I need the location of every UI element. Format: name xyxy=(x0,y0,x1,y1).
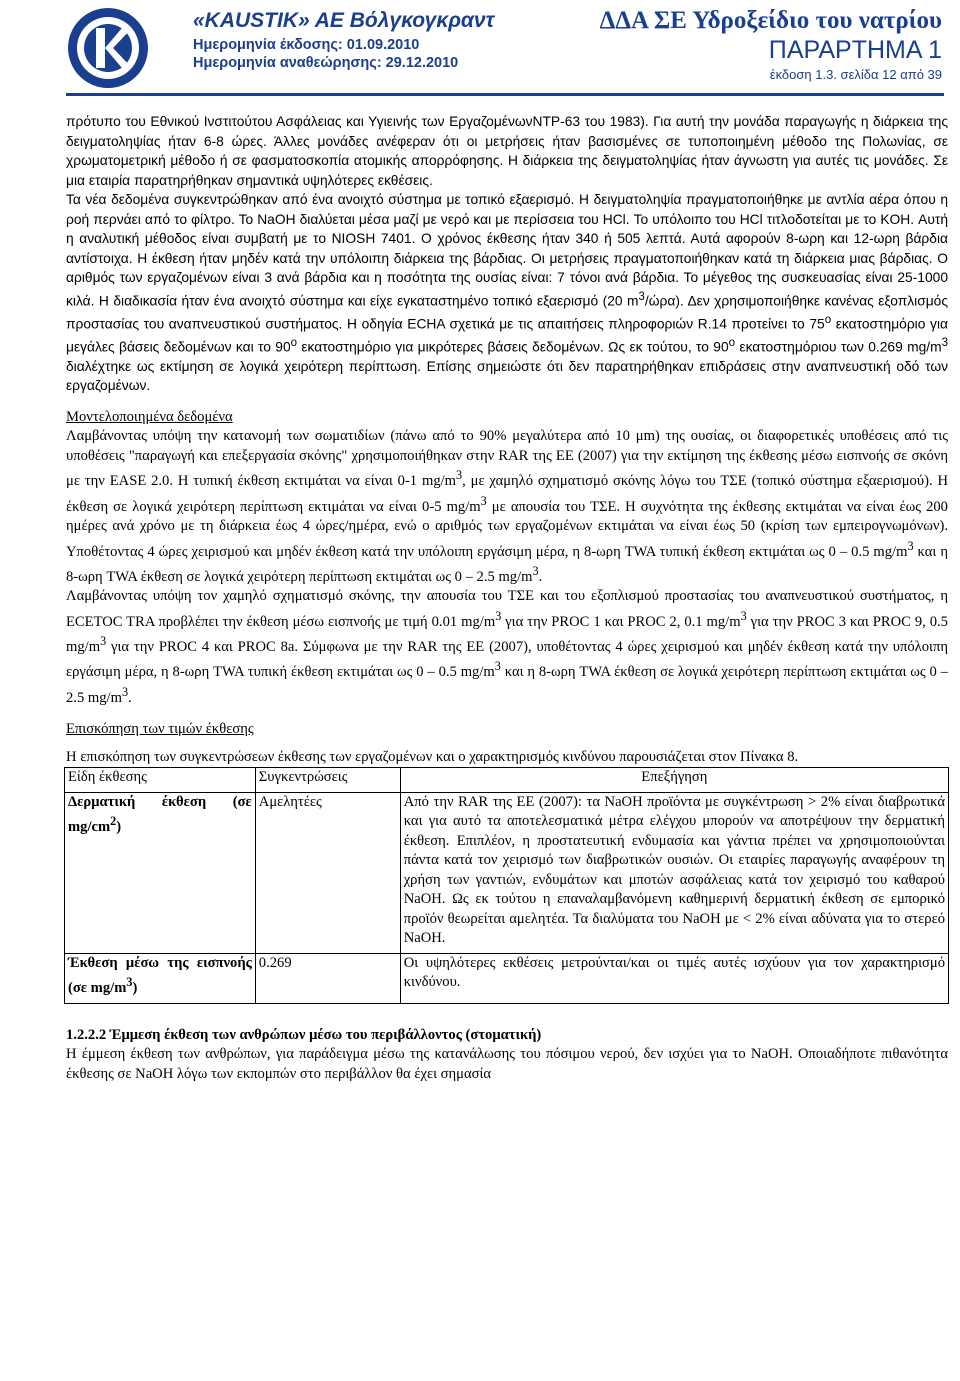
company-logo-icon xyxy=(66,6,150,90)
table-header-concentrations: Συγκεντρώσεις xyxy=(255,768,400,793)
table-row xyxy=(65,792,949,953)
table-header-row xyxy=(65,768,949,793)
page-header xyxy=(0,0,960,92)
header-divider xyxy=(66,93,944,96)
annex-label: ΠΑΡΑΡΤΗΜΑ 1 xyxy=(768,36,942,64)
table-cell-dermal-type: Δερματική έκθεση (σε $mg/cm^2$) xyxy=(65,792,256,953)
header-company-block xyxy=(193,6,533,72)
paragraph-modeled-ease: Λαμβάνοντας υπόψη την κατανομή των σωματιδίων (πάνω από το 90% μεγαλύτερα από 10 μm) της ουσίας, οι διαφορετικές υποθέσεις από τις υποθέσεις "παραγωγή και επεξεργασία σκόνης" χρησιμοποιήθηκαν στην RAR της ΕΕ (2007) για την εκτίμηση της έκθεσης μέσω εισπνοής σε σκόνη με την EASE 2.0. Η τυπική έκθεση εκτιμάται να είναι 0-1 $mg/m^3$, με χαμηλό σχηματισμό σκόνης λόγω του ΤΣΕ (τοπικό σύστημα εξαερισμού). Η έκθεση σε λογικά χειρότερη περίπτωση εκτιμάται να είναι 0-5 $mg/m^3$ με απουσία του ΤΣΕ. Η συχνότητα της έκθεσης εκτιμάται να είναι έως 200 ημέρες ανά χρόνο με τη διάρκεια έως 4 ώρες/ημέρα, ενώ ο αριθμός των εργαζομένων εκτιμάται να είναι έως 50 (κρίση των εμπειρογνωμόνων). Υποθέτοντας 4 ώρες χειρισμού και μηδέν έκθεση κατά την υπόλοιπη εργάσιμη μέρα, η 8-ωρη TWA τυπική έκθεση εκτιμάται ως 0 – 0.5 $mg/m^3$ και η 8-ωρη TWA έκθεση σε λογικά χειρότερη περίπτωση εκτιμάται ως 0 – 2.5 $mg/m^3$. xyxy=(66,428,948,585)
table-cell-dermal-concentration: Αμελητέες xyxy=(255,792,400,953)
paragraph-measurements-history: πρότυπο του Εθνικού Ινστιτούτου Ασφάλειας και Υγιεινής των ΕργαζομένωνNTP-63 του 1983). Για αυτή την μονάδα παραγωγής η διάρκεια της δειγματοληψίας ήταν 6-8 ώρες. Άλλες μονάδες ανέφεραν ότι οι μετρήσεις ήταν βασισμένες σε τυποποιημένη μέθοδο της Πολωνίας, σε χρωματομετρική μέθοδο ή σε φασματοσκοπία ατομικής απορρόφησης. Η διάρκεια της δειγματοληψίας ήταν άγνωστη για αυτές τις μονάδες. Σε μια εταιρία παρατηρήθηκαν σημαντικά υψηλότερες εκθέσεις. xyxy=(66,114,948,188)
paragraph-exposure-overview: Η επισκόπηση των συγκεντρώσεων έκθεσης των εργαζομένων και ο χαρακτηρισμός κινδύνου παρουσιάζεται στον Πίνακα 8. xyxy=(66,748,799,765)
table-row xyxy=(65,953,949,1003)
company-name: «KAUSTIK» AE Βόλγκογκραντ xyxy=(193,9,495,32)
header-document-block xyxy=(522,6,942,86)
document-title: ΔΔΑ ΣΕ Υδροξείδιο του νατρίου xyxy=(599,7,942,34)
paragraph-modeled-ecetoc: Λαμβάνοντας υπόψη τον χαμηλό σχηματισμό σκόνης, την απουσία του ΤΣΕ και του εξοπλισμού προστασίας του αναπνευστικού συστήματος, η ECETOC TRA προβλέπει την έκθεση μέσω εισπνοής με τιμή 0.01 $mg/m^3$ για την PROC 1 και PROC 2, 0.1 $mg/m^3$ για την PROC 3 και PROC 9, 0.5 $mg/m^3$ για την PROC 4 και PROC 8a. Σύμφωνα με την RAR της ΕΕ (2007), υποθέτοντας 4 ώρες χειρισμού και μηδέν έκθεση κατά την υπόλοιπη εργάσιμη μέρα, η 8-ωρη TWA τυπική έκθεση εκτιμάται ως 0 – 0.5 $mg/m^3$ και η 8-ωρη TWA έκθεση σε λογικά χειρότερη περίπτωση εκτιμάται ως 0 – 2.5 $mg/m^3$. xyxy=(66,588,948,706)
table-header-exposure-type: Είδη έκθεσης xyxy=(65,768,256,793)
paragraph-indirect-exposure: Η έμμεση έκθεση των ανθρώπων, για παράδειγμα μέσω της κατανάλωσης του πόσιμου νερού, δεν ισχύει για το NaOH. Οποιαδήποτε πιθανότητα έκθεσης σε NaOH λόγω των εκπομπών στο περιβάλλον θα έχει σημασία xyxy=(66,1046,948,1082)
edition-page-number: έκδοση 1.3. σελίδα 12 από 39 xyxy=(769,67,942,82)
table-header-explanation: Επεξήγηση xyxy=(400,768,948,793)
issue-date: Ημερομηνία έκδοσης: 01.09.2010 xyxy=(193,37,420,53)
heading-modeled-data: Μοντελοποιημένα δεδομένα xyxy=(66,408,233,425)
table-cell-dermal-explanation: Από την RAR της ΕΕ (2007): τα NaOH προϊόντα με συγκέντρωση > 2% είναι διαβρωτικά και για αυτό τα αποτελεσματικά μέτρα ελέγχου μπορούν να αποτρέψουν την δερματική έκθεση. Επιπλέον, η προστατευτική ενδυμασία και γάντια πρέπει να χρησιμοποιούνται πάντα κατά τον χειρισμό των διαβρωτικών ουσιών. Οι εταιρίες παραγωγής αναφέρουν τη χρήση των γαντιών, ενδυμάτων και μποτών ασφάλειας κατά τον χειρισμό του καθαρού NaOH. Ως εκ τούτου η επαναλαμβανόμενη καθημερινή δερματική έκθεση σε εμπορικό προϊόν θεωρείται αμελητέα. Τα διαλύματα του NaOH με < 2% είναι αδύνατα για το στερεό NaOH. xyxy=(400,792,948,953)
exposure-table xyxy=(64,767,949,1003)
paragraph-new-data: Τα νέα δεδομένα συγκεντρώθηκαν από ένα ανοιχτό σύστημα με τοπικό εξαερισμό. Η δειγματοληψία πραγματοποιήθηκε με αντλία αέρα όπου η ροή περνάει από το φίλτρο. Το NaOH διαλύεται μέσα μαζί με νερό και με περίσσεια του HCl. Το υπόλοιπο του HCl τιτλοδοτείται με το KOH. Αυτή η αναλυτική μέθοδος είναι συμβατή με το NIOSH 7401. Ο χρόνος έκθεσης ήταν 340 ή 505 λεπτά. Αυτά αφορούν 8-ωρη και 12-ωρη βάρδια αντίστοιχα. Η έκθεση ήταν μηδέν κατά την υπόλοιπη διάρκεια της βάρδιας. Οι μετρήσεις πραγματοποιήθηκαν κατά τη διάρκεια μιας βάρδιας. Ο αριθμός των εργαζομένων είναι 3 ανά βάρδια και η ποσότητα της ουσίας είναι: 7 τόνοι ανά βάρδια. Το μέγεθος της συσκευασίας είναι 25-1000 κιλά. Η διαδικασία ήταν ένα ανοιχτό σύστημα και είχε εγκαταστημένο τοπικό εξαερισμό (20 $m^3/ώ\rho\alpha$). Δεν χρησιμοποιήθηκε κανένας εξοπλισμός προστασίας του αναπνευστικού συστήματος. Η οδηγία ECHA σχετικά με τις απαιτήσεις πληροφοριών R.14 προτείνει το $75^o$ εκατοστημόριο για μεγάλες βάσεις δεδομένων και το $90^o$ εκατοστημόριο για μικρότερες βάσεις δεδομένων. Ως εκ τούτου, το $90^o$ εκατοστημόριου των 0.269 $mg/m^3$ διαλέχτηκε ως εκτίμηση σε λογικά χειρότερη περίπτωση. Επίσης σημειώστε ότι δεν παρατηρήθηκαν επιδράσεις στην αναπνευστική οδό των εργαζομένων. xyxy=(66,192,948,394)
heading-exposure-overview: Επισκόπηση των τιμών έκθεσης xyxy=(66,721,254,738)
section-heading-indirect-exposure: 1.2.2.2 Έμμεση έκθεση των ανθρώπων μέσω του περιβάλλοντος (στοματική) xyxy=(66,1026,542,1043)
table-cell-inhalation-type: Έκθεση μέσω της εισπνοής (σε $mg/m^3$) xyxy=(65,953,256,1003)
document-body xyxy=(66,112,948,1084)
revision-date: Ημερομηνία αναθεώρησης: 29.12.2010 xyxy=(193,55,459,71)
table-cell-inhalation-explanation: Οι υψηλότερες εκθέσεις μετρούνται/και οι τιμές αυτές ισχύουν για τον χαρακτηρισμό κινδύνου. xyxy=(400,953,948,1003)
table-cell-inhalation-concentration: 0.269 xyxy=(255,953,400,1003)
